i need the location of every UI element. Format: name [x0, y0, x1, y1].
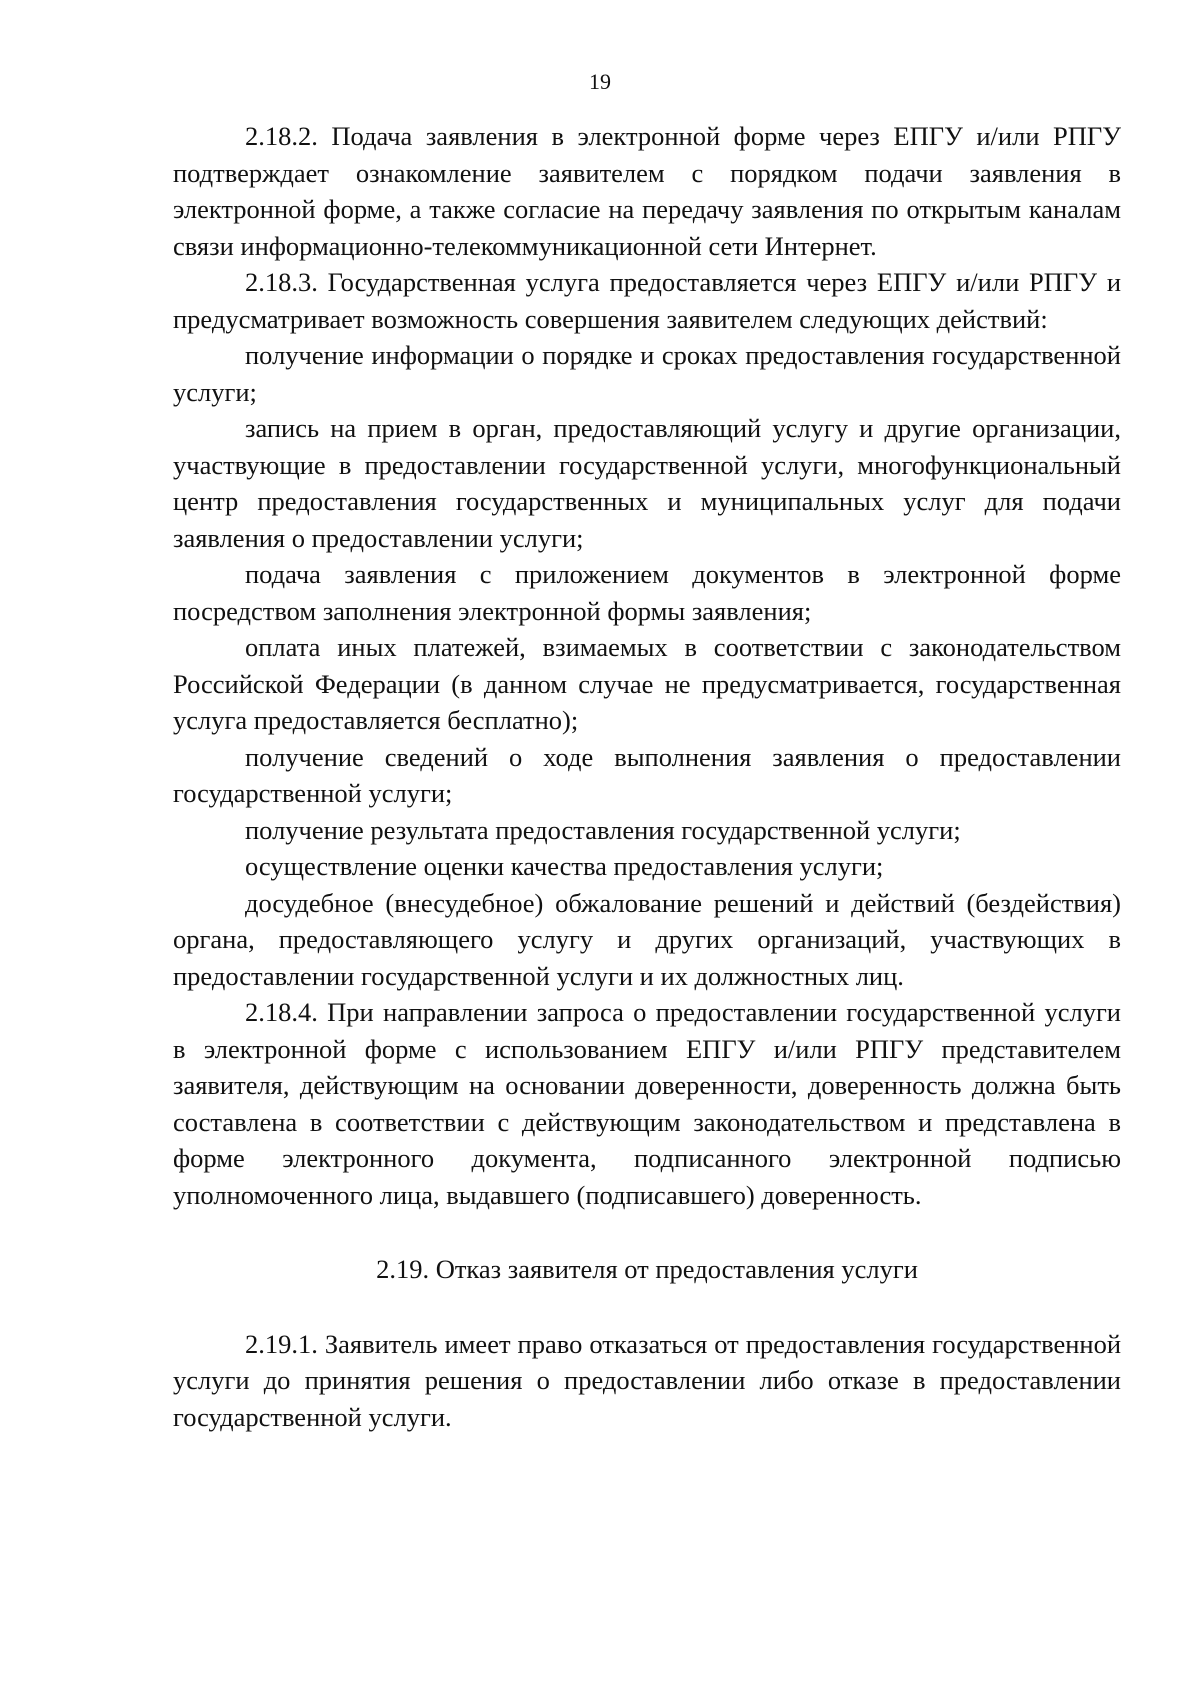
page-number: 19	[589, 69, 611, 94]
section-heading: 2.19. Отказ заявителя от предоставления услуги	[376, 1254, 918, 1284]
list-item: осуществление оценки качества предоставления услуги;	[245, 851, 884, 881]
list-item: досудебное (внесудебное) обжалование решений и действий (бездействия) органа, предоставляющего услугу и других организаций, участвующих в предоставлении государственной услуги и их должностных лиц.	[173, 887, 1121, 991]
list-item: подача заявления с приложением документов в электронной форме посредством заполнения электронной формы заявления;	[173, 559, 1121, 626]
list-item: запись на прием в орган, предоставляющий услугу и другие организации, участвующие в предоставлении государственной услуги, многофункциональный центр предоставления государственных и муниципальных услуг для подачи заявления о предоставлении услуги;	[173, 413, 1121, 553]
list-item: получение результата предоставления государственной услуги;	[245, 814, 961, 845]
list-item: получение информации о порядке и сроках предоставления государственной услуги;	[173, 340, 1121, 407]
paragraph-2-18-3: 2.18.3. Государственная услуга предоставляется через ЕПГУ и/или РПГУ и предусматривает возможность совершения заявителем следующих действий:	[173, 267, 1121, 334]
paragraph-2-18-4: 2.18.4. При направлении запроса о предоставлении государственной услуги в электронной форме с использованием ЕПГУ и/или РПГУ представителем заявителя, действующим на основании доверенности, доверенность должна быть составлена в соответствии с действующим законодательством и представлена в форме электронного документа, подписанного электронной подписью уполномоченного лица, выдавшего (подписавшего) доверенность.	[173, 997, 1121, 1210]
paragraph-2-19-1: 2.19.1. Заявитель имеет право отказаться от предоставления государственной услуги до принятия решения о предоставлении либо отказе в предоставлении государственной услуги.	[173, 1328, 1121, 1432]
list-item: оплата иных платежей, взимаемых в соответствии с законодательством Российской Федерации (в данном случае не предусматривается, государственная услуга предоставляется бесплатно);	[173, 632, 1121, 735]
list-item: получение сведений о ходе выполнения заявления о предоставлении государственной услуги;	[173, 741, 1121, 808]
document-body	[173, 118, 1121, 1435]
paragraph-2-18-2: 2.18.2. Подача заявления в электронной форме через ЕПГУ и/или РПГУ подтверждает ознакомление заявителем с порядком подачи заявления в электронной форме, а также согласие на передачу заявления по открытым каналам связи информационно-телекоммуникационной сети Интернет.	[173, 121, 1121, 261]
